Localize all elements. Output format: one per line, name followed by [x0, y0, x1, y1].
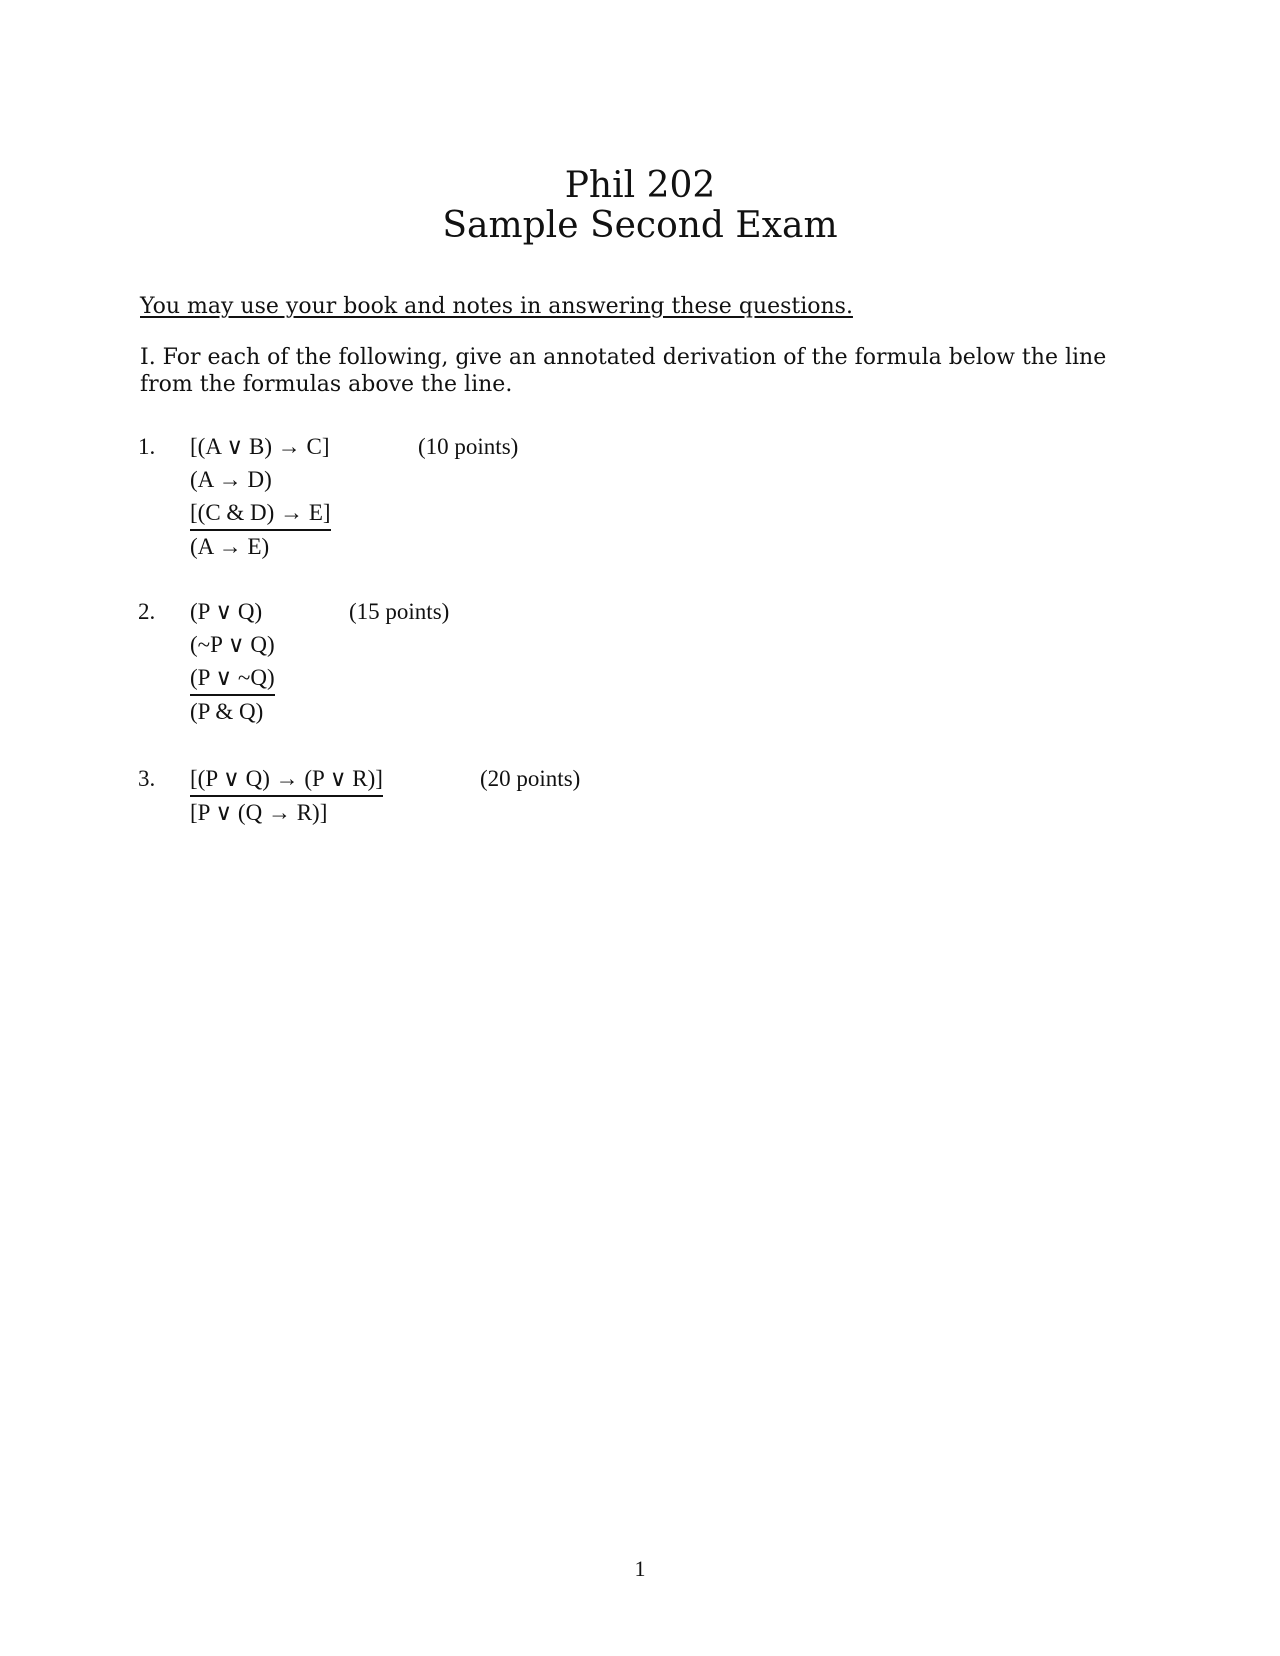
problem-number: 3.: [138, 766, 156, 791]
premise: (~P ∨ Q): [190, 632, 275, 657]
premise-last: (P ∨ ~Q): [190, 661, 275, 696]
premise: [(A ∨ B) → C]: [190, 434, 330, 459]
exam-title: Sample Second Exam: [442, 205, 838, 246]
conclusion: [P ∨ (Q → R)]: [190, 800, 328, 825]
premise: (A → D): [190, 467, 272, 492]
points-value: (15 points): [349, 599, 450, 624]
problem-number: 2.: [138, 599, 156, 624]
page-number: 1: [634, 1556, 646, 1581]
problem-number: 1.: [138, 434, 156, 459]
exam-course-title: Phil 202: [564, 165, 716, 206]
premise: (P ∨ Q): [190, 599, 263, 624]
premise-last: [(P ∨ Q) → (P ∨ R)]: [190, 762, 383, 797]
section-instructions: I. For each of the following, give an annotated derivation of the formula below the line from the formulas above the line.: [140, 345, 1107, 397]
premise-last: [(C & D) → E]: [190, 496, 331, 531]
instructions-notice: You may use your book and notes in answering these questions.: [140, 294, 853, 319]
points-value: (10 points): [418, 434, 519, 459]
points-value: (20 points): [480, 766, 581, 791]
conclusion: (A → E): [190, 534, 270, 559]
conclusion: (P & Q): [190, 699, 264, 724]
